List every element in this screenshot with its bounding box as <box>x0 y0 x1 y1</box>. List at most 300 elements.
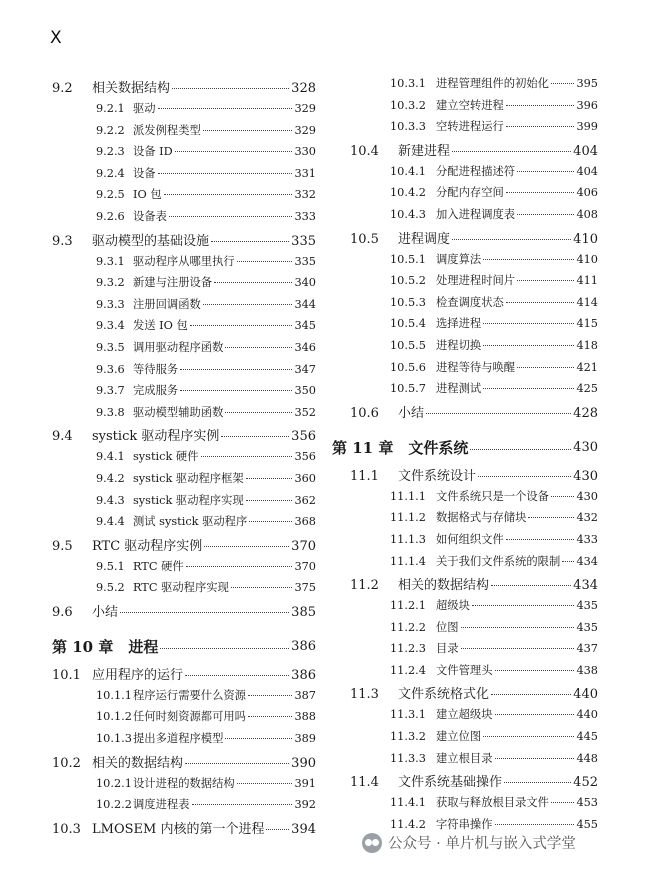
toc-entry-title: 设备表 <box>133 209 167 223</box>
dot-leader <box>483 323 574 324</box>
toc-entry-sub <box>96 339 316 361</box>
toc-entry-sub <box>390 206 598 228</box>
toc-entry-title: 驱动模型的基础设施 <box>92 233 210 249</box>
toc-entry-number: 9.2.6 <box>96 209 125 223</box>
dot-leader <box>506 192 575 193</box>
toc-entry-number: 9.3 <box>52 233 73 249</box>
toc-entry-sub <box>96 253 316 275</box>
toc-entry-number: 11.2.4 <box>390 663 426 677</box>
toc-entry-page: 375 <box>294 581 316 595</box>
dot-leader <box>214 282 292 283</box>
dot-leader <box>201 456 293 457</box>
toc-entry-sec <box>52 535 316 558</box>
dot-leader <box>164 194 293 195</box>
toc-entry-page: 418 <box>576 338 598 352</box>
toc-entry-sub <box>390 488 598 510</box>
toc-entry-title: 任何时刻资源都可用吗 <box>133 710 246 724</box>
toc-entry-title: 目录 <box>436 642 459 656</box>
toc-entry-number: 11.4.1 <box>390 796 426 810</box>
toc-entry-title: RTC 驱动程序实例 <box>92 538 203 554</box>
dot-leader <box>185 763 289 764</box>
toc-entry-sub <box>96 165 316 187</box>
toc-entry-page: 408 <box>576 207 598 221</box>
toc-entry-number: 10.5.1 <box>390 252 426 266</box>
watermark-text: 公众号 · 单片机与嵌入式学堂 <box>388 836 576 852</box>
toc-entry-sub <box>390 380 598 402</box>
toc-entry-page: 386 <box>291 639 316 655</box>
toc-entry-number: 11.3.2 <box>390 730 426 744</box>
toc-entry-page: 368 <box>294 515 316 529</box>
toc-entry-page: 435 <box>576 620 598 634</box>
dot-leader <box>551 496 574 497</box>
toc-left-column <box>52 77 316 841</box>
toc-entry-title: 设备 <box>133 166 156 180</box>
toc-entry-sec <box>52 818 316 841</box>
toc-entry-number: 9.2.4 <box>96 166 125 180</box>
toc-entry-number: 10.3.1 <box>390 77 426 90</box>
toc-entry-number: 10.4 <box>350 143 379 159</box>
toc-entry-number: 9.4.2 <box>96 471 125 485</box>
dot-leader <box>478 476 571 477</box>
toc-entry-number: 10.5.2 <box>390 274 426 288</box>
toc-entry-title: 第 10 章 进程 <box>52 638 159 657</box>
toc-entry-title: 文件系统只是一个设备 <box>436 489 549 503</box>
toc-entry-title: 注册回调函数 <box>133 297 201 311</box>
toc-entry-number: 9.3.8 <box>96 405 125 419</box>
toc-entry-title: 完成服务 <box>133 384 179 398</box>
dot-leader <box>495 670 575 671</box>
toc-entry-page: 394 <box>291 821 316 837</box>
toc-entry-number: 9.5.2 <box>96 581 125 595</box>
toc-entry-page: 421 <box>576 360 598 374</box>
toc-entry-page: 430 <box>576 489 598 503</box>
toc-entry-sec <box>332 140 598 163</box>
dot-leader <box>221 436 289 437</box>
dot-leader <box>248 695 292 696</box>
toc-entry-page: 347 <box>294 362 316 376</box>
toc-entry-number: 9.2.2 <box>96 123 125 137</box>
toc-entry-title: 发送 IO 包 <box>133 319 188 333</box>
dot-leader <box>190 325 293 326</box>
toc-entry-page: 350 <box>294 384 316 398</box>
toc-entry-title: 调用驱动程序函数 <box>133 340 224 354</box>
toc-entry-page: 340 <box>294 276 316 290</box>
dot-leader <box>491 694 571 695</box>
toc-entry-sub <box>390 706 598 728</box>
toc-entry-sec <box>52 752 316 775</box>
dot-leader <box>203 304 293 305</box>
toc-entry-page: 448 <box>576 751 598 765</box>
toc-entry-page: 433 <box>576 532 598 546</box>
dot-leader <box>204 546 289 547</box>
toc-entry-number: 11.1.1 <box>390 489 426 503</box>
dot-leader <box>120 612 289 613</box>
toc-entry-page: 395 <box>576 77 598 90</box>
toc-entry-page: 345 <box>294 319 316 333</box>
toc-entry-sub <box>96 404 316 426</box>
toc-entry-sub <box>390 794 598 816</box>
toc-entry-page: 333 <box>294 209 316 223</box>
toc-entry-title: 文件系统设计 <box>398 468 477 484</box>
toc-entry-page: 360 <box>294 471 316 485</box>
toc-entry-sub <box>390 251 598 273</box>
toc-entry-title: 建立根目录 <box>436 751 493 765</box>
toc-entry-title: 派发例程类型 <box>133 123 201 137</box>
toc-entry-number: 9.4 <box>52 429 73 445</box>
toc-entry-title: 文件管理头 <box>436 663 493 677</box>
toc-entry-number: 9.2 <box>52 81 73 96</box>
toc-entry-number: 11.4.2 <box>390 817 426 831</box>
toc-entry-page: 329 <box>294 123 316 137</box>
dot-leader <box>495 714 575 715</box>
toc-entry-number: 11.2.3 <box>390 642 426 656</box>
toc-entry-number: 11.2 <box>350 578 379 594</box>
dot-leader <box>562 561 574 562</box>
toc-entry-sec <box>332 228 598 251</box>
toc-entry-title: 分配进程描述符 <box>436 164 516 178</box>
toc-entry-sub <box>390 337 598 359</box>
toc-entry-page: 356 <box>291 429 316 445</box>
toc-entry-sub <box>96 317 316 339</box>
dot-leader <box>249 521 292 522</box>
dot-leader <box>169 216 293 217</box>
toc-entry-number: 10.4.1 <box>390 164 426 178</box>
wechat-icon <box>362 833 382 853</box>
dot-leader <box>483 259 574 260</box>
toc-entry-title: 位图 <box>436 620 459 634</box>
toc-entry-page: 438 <box>576 663 598 677</box>
toc-entry-number: 10.2 <box>52 755 81 771</box>
toc-entry-page: 453 <box>576 796 598 810</box>
toc-entry-number: 10.6 <box>350 405 379 421</box>
toc-entry-title: 进程调度 <box>398 231 451 247</box>
dot-leader <box>186 566 293 567</box>
toc-entry-number: 10.5.5 <box>390 338 426 352</box>
toc-entry-title: 文件系统基础操作 <box>398 775 503 791</box>
toc-entry-sub <box>96 143 316 165</box>
toc-entry-title: 如何组织文件 <box>436 532 504 546</box>
dot-leader <box>461 648 575 649</box>
toc-entry-sub <box>96 513 316 535</box>
toc-entry-number: 9.3.5 <box>96 340 125 354</box>
toc-entry-sub <box>390 184 598 206</box>
toc-entry-sub <box>96 796 316 818</box>
toc-entry-number: 9.5.1 <box>96 559 125 573</box>
toc-entry-title: 等待服务 <box>133 362 179 376</box>
toc-entry-sub <box>390 315 598 337</box>
dot-leader <box>506 105 575 106</box>
toc-entry-number: 11.1.3 <box>390 532 426 546</box>
toc-entry-page: 387 <box>294 688 316 702</box>
toc-entry-page: 406 <box>576 186 598 200</box>
toc-entry-sub <box>390 728 598 750</box>
toc-entry-page: 385 <box>291 604 316 620</box>
toc-entry-title: 文件系统格式化 <box>398 687 490 703</box>
dot-leader <box>158 173 293 174</box>
toc-entry-page: 392 <box>294 798 316 812</box>
toc-entry-title: 驱动模型辅助函数 <box>133 405 224 419</box>
toc-entry-number: 10.2.2 <box>96 798 132 812</box>
toc-entry-number: 11.3.1 <box>390 708 426 722</box>
toc-entry-sec <box>52 601 316 624</box>
toc-entry-number: 10.5.6 <box>390 360 426 374</box>
toc-entry-sub <box>390 97 598 119</box>
toc-entry-page: 389 <box>294 732 316 746</box>
dot-leader <box>506 539 575 540</box>
toc-right-column <box>332 75 598 837</box>
toc-entry-sub <box>390 272 598 294</box>
toc-entry-sub <box>96 186 316 208</box>
toc-entry-number: 11.1.4 <box>390 554 426 568</box>
toc-entry-number: 11.4 <box>350 775 379 791</box>
toc-entry-sub <box>390 619 598 641</box>
toc-entry-title: 进程切换 <box>436 338 482 352</box>
toc-entry-page: 452 <box>573 775 598 791</box>
toc-entry-number: 10.5.3 <box>390 295 426 309</box>
page-number-roman: X <box>50 28 62 48</box>
dot-leader <box>246 478 293 479</box>
toc-entry-sub <box>96 470 316 492</box>
toc-entry-title: 建立超级块 <box>436 708 493 722</box>
toc-entry-page: 352 <box>294 405 316 419</box>
dot-leader <box>246 500 293 501</box>
toc-entry-sub <box>96 730 316 752</box>
toc-entry-page: 396 <box>576 98 598 112</box>
toc-entry-title: RTC 驱动程序实现 <box>133 581 229 595</box>
toc-entry-number: 9.2.5 <box>96 188 125 202</box>
toc-entry-title: 获取与释放根目录文件 <box>436 796 549 810</box>
toc-entry-title: 数据格式与存储块 <box>436 511 527 525</box>
dot-leader <box>472 605 575 606</box>
toc-entry-page: 370 <box>291 538 316 554</box>
toc-entry-sub <box>96 296 316 318</box>
toc-entry-number: 9.2.3 <box>96 145 125 159</box>
dot-leader <box>180 369 292 370</box>
toc-entry-number: 9.5 <box>52 538 73 554</box>
toc-entry-number: 11.2.2 <box>390 620 426 634</box>
toc-entry-page: 430 <box>573 468 598 484</box>
toc-entry-page: 440 <box>573 687 598 703</box>
dot-leader <box>517 171 574 172</box>
toc-entry-number: 10.1.1 <box>96 688 132 702</box>
toc-entry-title: 超级块 <box>436 599 470 613</box>
toc-entry-title: 小结 <box>398 405 425 421</box>
toc-entry-number: 9.3.3 <box>96 297 125 311</box>
dot-leader <box>506 126 575 127</box>
toc-entry-number: 11.3 <box>350 687 379 703</box>
toc-entry-page: 432 <box>576 511 598 525</box>
toc-entry-title: 进程管理组件的初始化 <box>436 77 549 90</box>
dot-leader <box>483 345 574 346</box>
toc-entry-title: systick 驱动程序实现 <box>133 493 244 507</box>
toc-entry-sub <box>390 750 598 772</box>
toc-entry-number: 10.3.3 <box>390 120 426 134</box>
toc-entry-number: 11.1 <box>350 468 379 484</box>
toc-entry-sub <box>96 492 316 514</box>
toc-entry-sub <box>390 294 598 316</box>
toc-entry-title: 提出多道程序模型 <box>133 732 224 746</box>
toc-entry-sub <box>390 640 598 662</box>
toc-entry-number: 11.2.1 <box>390 599 426 613</box>
toc-entry-number: 10.5.4 <box>390 317 426 331</box>
toc-entry-title: 加入进程调度表 <box>436 207 516 221</box>
toc-entry-title: 设备 ID <box>133 145 173 159</box>
dot-leader <box>211 241 289 242</box>
dot-leader <box>426 413 571 414</box>
dot-leader <box>237 783 293 784</box>
toc-entry-number: 10.4.3 <box>390 207 426 221</box>
toc-entry-page: 404 <box>576 164 598 178</box>
toc-entry-sub <box>96 382 316 404</box>
toc-entry-page: 410 <box>573 231 598 247</box>
toc-entry-page: 370 <box>294 559 316 573</box>
toc-entry-title: 进程等待与唤醒 <box>436 360 516 374</box>
toc-entry-title: 应用程序的运行 <box>92 667 184 683</box>
dot-leader <box>495 758 575 759</box>
toc-entry-page: 391 <box>294 776 316 790</box>
dot-leader <box>248 716 292 717</box>
toc-entry-sub <box>96 122 316 144</box>
toc-entry-page: 330 <box>294 145 316 159</box>
toc-entry-number: 9.3.4 <box>96 319 125 333</box>
toc-entry-title: 建立空转进程 <box>436 98 504 112</box>
toc-entry-number: 10.3.2 <box>390 98 426 112</box>
dot-leader <box>172 88 289 89</box>
toc-entry-page: 399 <box>576 120 598 134</box>
toc-entry-sub <box>96 558 316 580</box>
toc-entry-title: 新建与注册设备 <box>133 276 213 290</box>
toc-entry-page: 425 <box>576 382 598 396</box>
dot-leader <box>528 517 574 518</box>
watermark <box>362 832 576 853</box>
toc-entry-sub <box>390 553 598 575</box>
toc-entry-number: 9.4.1 <box>96 450 125 464</box>
toc-entry-sec <box>332 402 598 425</box>
toc-entry-page: 335 <box>294 254 316 268</box>
toc-entry-number: 10.3 <box>52 821 81 837</box>
toc-entry-sub <box>390 359 598 381</box>
toc-entry-page: 328 <box>291 81 316 96</box>
toc-entry-number: 10.1.3 <box>96 732 132 746</box>
toc-entry-page: 440 <box>576 708 598 722</box>
toc-entry-sub <box>390 597 598 619</box>
dot-leader <box>517 214 574 215</box>
dot-leader <box>225 347 292 348</box>
toc-entry-title: 选择进程 <box>436 317 482 331</box>
toc-entry-page: 435 <box>576 599 598 613</box>
toc-entry-title: 驱动程序从哪里执行 <box>133 254 235 268</box>
toc-entry-number: 10.2.1 <box>96 776 132 790</box>
toc-entry-title: RTC 硬件 <box>133 559 184 573</box>
toc-entry-page: 410 <box>576 252 598 266</box>
toc-entry-title: 调度进程表 <box>133 798 190 812</box>
toc-entry-sec <box>332 683 598 706</box>
dot-leader <box>491 585 571 586</box>
toc-entry-sec <box>52 425 316 448</box>
toc-entry-page: 346 <box>294 340 316 354</box>
toc-entry-title: 空转进程运行 <box>436 120 504 134</box>
toc-entry-page: 335 <box>291 233 316 249</box>
toc-entry-title: 新建进程 <box>398 143 451 159</box>
toc-entry-page: 415 <box>576 317 598 331</box>
toc-entry-page: 390 <box>291 755 316 771</box>
toc-entry-title: 分配内存空间 <box>436 186 504 200</box>
toc-entry-page: 430 <box>573 440 598 456</box>
toc-entry-sub <box>390 531 598 553</box>
toc-entry-sub <box>96 208 316 230</box>
dot-leader <box>506 302 575 303</box>
toc-entry-title: 小结 <box>92 604 119 620</box>
toc-entry-page: 434 <box>576 554 598 568</box>
toc-entry-sub <box>390 163 598 185</box>
toc-entry-number: 9.3.6 <box>96 362 125 376</box>
toc-entry-page: 404 <box>573 143 598 159</box>
toc-entry-page: 331 <box>294 166 316 180</box>
toc-entry-page: 356 <box>294 450 316 464</box>
toc-entry-sub <box>390 662 598 684</box>
toc-entry-page: 445 <box>576 730 598 744</box>
toc-entry-sub <box>96 775 316 797</box>
dot-leader <box>483 736 574 737</box>
dot-leader <box>551 802 574 803</box>
toc-entry-title: 处理进程时间片 <box>436 274 516 288</box>
toc-entry-number: 10.5 <box>350 231 379 247</box>
toc-entry-title: 驱动 <box>133 102 156 115</box>
dot-leader <box>231 587 293 588</box>
dot-leader <box>185 675 289 676</box>
toc-entry-title: 第 11 章 文件系统 <box>332 439 469 458</box>
toc-entry-page: 414 <box>576 295 598 309</box>
dot-leader <box>495 824 575 825</box>
toc-entry-title: 程序运行需要什么资源 <box>133 688 246 702</box>
dot-leader <box>551 83 574 84</box>
toc-entry-sub <box>96 708 316 730</box>
toc-entry-sec <box>332 465 598 488</box>
toc-entry-title: LMOSEM 内核的第一个进程 <box>92 821 265 837</box>
toc-entry-sec <box>52 230 316 253</box>
toc-entry-title: 关于我们文件系统的限制 <box>436 554 561 568</box>
dot-leader <box>180 390 292 391</box>
toc-entry-title: 设计进程的数据结构 <box>133 776 235 790</box>
dot-leader <box>192 804 293 805</box>
toc-entry-sub <box>390 75 598 97</box>
toc-entry-number: 9.3.2 <box>96 276 125 290</box>
toc-entry-title: 进程测试 <box>436 382 482 396</box>
toc-entry-page: 332 <box>294 188 316 202</box>
toc-entry-number: 9.3.7 <box>96 384 125 398</box>
toc-entry-number: 9.4.3 <box>96 493 125 507</box>
toc-entry-page: 329 <box>294 102 316 115</box>
dot-leader <box>470 449 571 450</box>
toc-entry-number: 10.1.2 <box>96 710 132 724</box>
dot-leader <box>452 151 571 152</box>
toc-entry-sec <box>52 77 316 100</box>
toc-entry-page: 344 <box>294 297 316 311</box>
dot-leader <box>175 151 293 152</box>
toc-entry-sub <box>390 118 598 140</box>
dot-leader <box>517 280 574 281</box>
toc-entry-sub <box>96 274 316 296</box>
toc-entry-page: 434 <box>573 578 598 594</box>
toc-entry-title: 字符串操作 <box>436 817 493 831</box>
toc-entry-number: 11.3.3 <box>390 751 426 765</box>
toc-entry-title: systick 驱动程序框架 <box>133 471 244 485</box>
toc-entry-chap <box>332 431 598 465</box>
toc-entry-sub <box>96 361 316 383</box>
toc-entry-title: 检查调度状态 <box>436 295 504 309</box>
toc-entry-page: 388 <box>294 710 316 724</box>
toc-entry-title: systick 驱动程序实例 <box>92 429 220 445</box>
